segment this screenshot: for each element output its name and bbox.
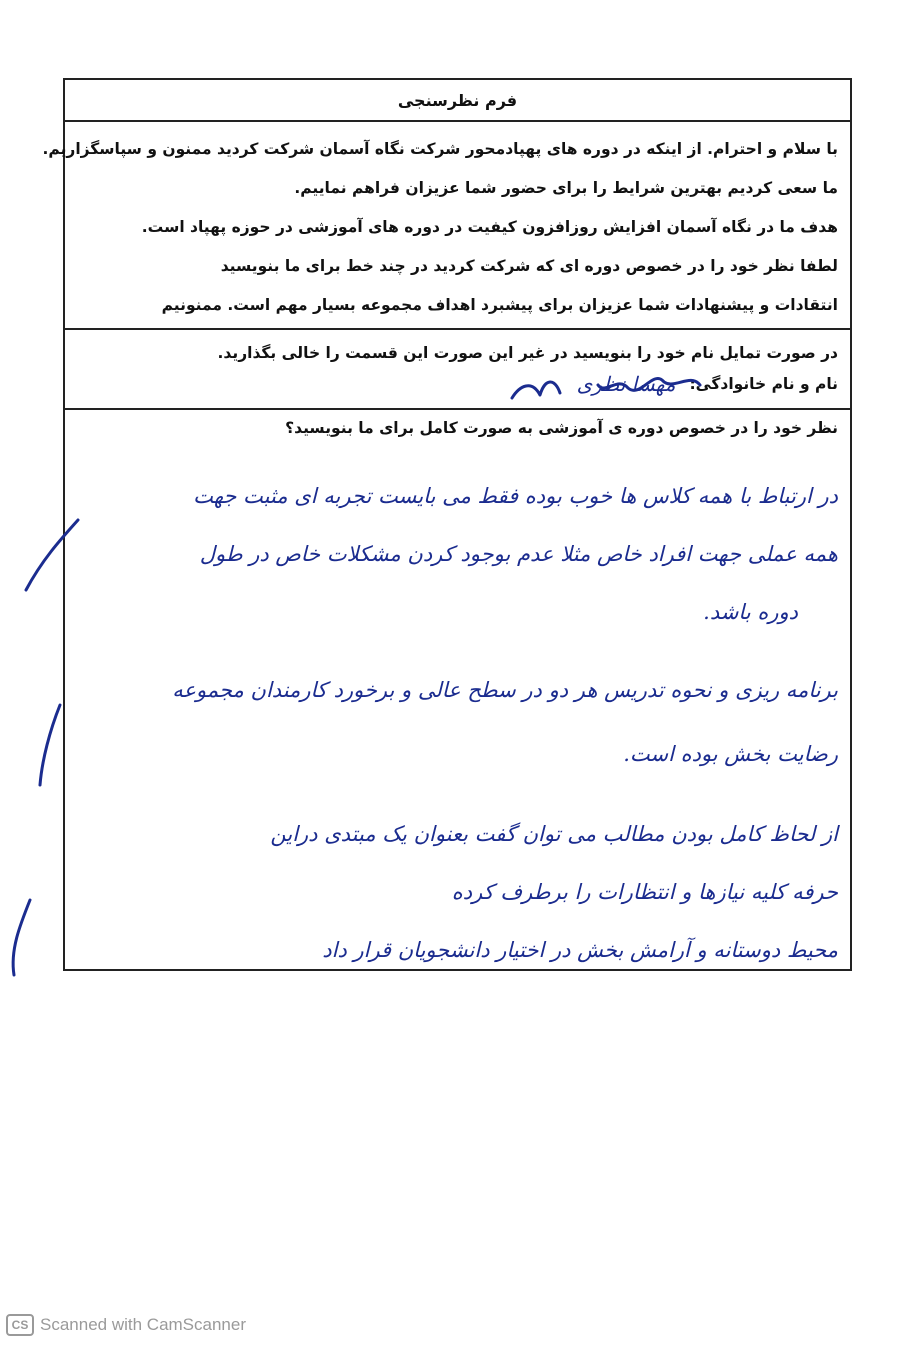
- feedback-section: [65, 410, 850, 969]
- feedback-answer-area[interactable]: [77, 467, 838, 979]
- survey-form: [42, 78, 852, 971]
- handwritten-line: حرفه کلیه نیازها و انتظارات را برطرف کرده: [451, 880, 838, 904]
- handwritten-line: رضایت بخش بوده است.: [623, 742, 838, 766]
- name-instruction: در صورت تمایل نام خود را بنویسید در غیر این صورت این قسمت را خالی بگذارید.: [217, 344, 838, 362]
- form-title-row: [65, 80, 850, 122]
- watermark-text: Scanned with CamScanner: [40, 1315, 247, 1334]
- handwritten-line: برنامه ریزی و نحوه تدریس هر دو در سطح عالی و برخورد کارمندان مجموعه: [172, 678, 838, 702]
- scanner-watermark: [6, 1314, 246, 1336]
- handwritten-name: مهسا نظری: [576, 372, 676, 396]
- name-section: [65, 330, 850, 410]
- handwritten-line: محیط دوستانه و آرامش بخش در اختیار دانشجویان قرار داد: [322, 938, 838, 962]
- intro-line: انتقادات و پیشنهادات شما عزیزان برای پیشبرد اهداف مجموعه بسیار مهم است. ممنونیم: [161, 296, 838, 314]
- intro-section: [42, 122, 850, 330]
- intro-line: لطفا نظر خود را در خصوص دوره ای که شرکت کردید در چند خط برای ما بنویسید: [220, 257, 838, 275]
- name-field[interactable]: [77, 369, 838, 400]
- name-label: نام و نام خانوادگی:: [689, 375, 838, 393]
- intro-line: هدف ما در نگاه آسمان افزایش روزافزون کیفیت در دوره های آموزشی در حوزه پهپاد است.: [141, 218, 838, 236]
- handwritten-line: از لحاظ کامل بودن مطالب می توان گفت بعنوان یک مبتدی دراین: [270, 822, 838, 846]
- intro-line: با سلام و احترام. از اینکه در دوره های پهپادمحور شرکت نگاه آسمان شرکت کردید ممنون و سپاسگزاریم.: [42, 140, 838, 158]
- form-title: فرم نظرسنجی: [397, 91, 518, 110]
- left-margin-stroke: [13, 900, 30, 975]
- handwritten-line: همه عملی جهت افراد خاص مثلا عدم بوجود کردن مشکلات خاص در طول: [199, 542, 838, 566]
- feedback-question: نظر خود را در خصوص دوره ی آموزشی به صورت کامل برای ما بنویسید؟: [285, 419, 838, 437]
- camscanner-logo-icon: CS: [6, 1314, 34, 1336]
- left-margin-stroke: [40, 705, 60, 785]
- intro-line: ما سعی کردیم بهترین شرایط را برای حضور شما عزیزان فراهم نماییم.: [294, 179, 838, 197]
- handwritten-line: در ارتباط با همه کلاس ها خوب بوده فقط می بایست تجربه ای مثبت جهت: [193, 484, 838, 508]
- handwritten-line: دوره باشد.: [703, 600, 798, 624]
